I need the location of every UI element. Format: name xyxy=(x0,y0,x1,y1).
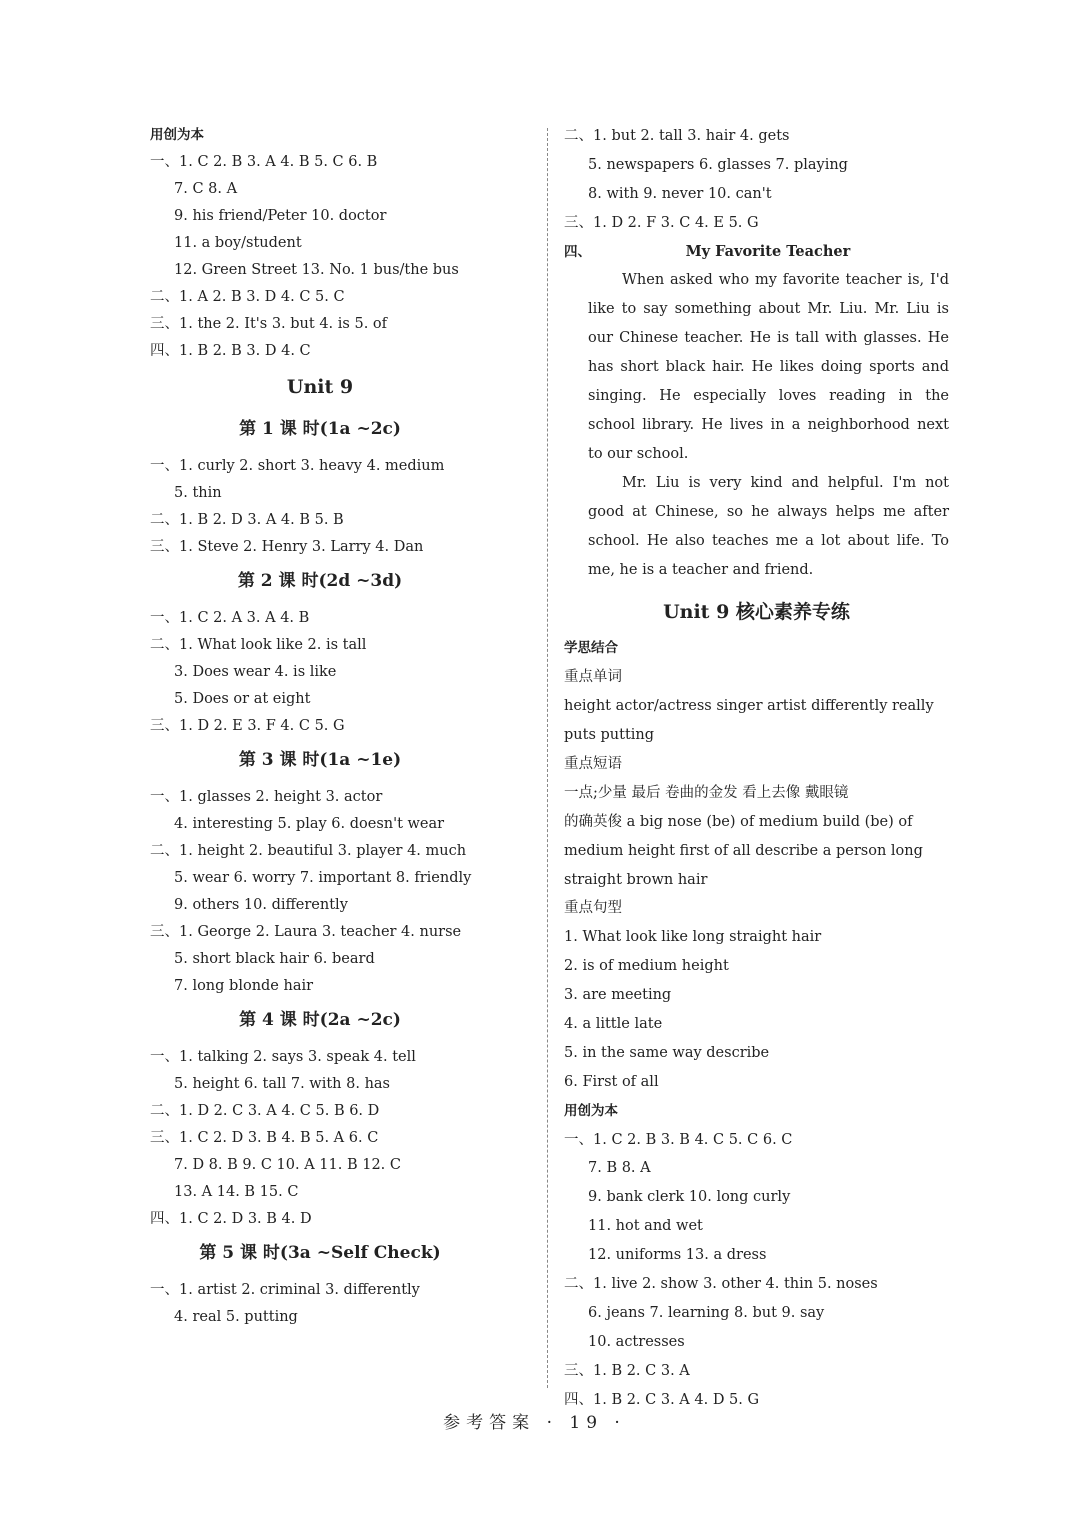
answer-line: 二、1. but 2. tall 3. hair 4. gets xyxy=(564,128,790,144)
phrase-line: 的确英俊 a big nose (be) of medium build (be) of xyxy=(564,813,913,830)
answer-line: 一、1. C 2. B 3. B 4. C 5. C 6. C xyxy=(564,1131,793,1148)
lesson-title: 第 5 课 时(3a ~Self Check) xyxy=(199,1243,441,1263)
answer-line: 5. wear 6. worry 7. important 8. friendly xyxy=(174,870,472,886)
word-list: height actor/actress singer artist differently really xyxy=(564,698,934,715)
answer-line: 7. C 8. A xyxy=(174,181,238,197)
answer-line: 一、1. C 2. A 3. A 4. B xyxy=(150,610,310,626)
answer-line: 3. Does wear 4. is like xyxy=(174,664,337,680)
unit-title: Unit 9 xyxy=(286,376,354,398)
lesson-title: 第 2 课 时(2d ~3d) xyxy=(237,571,403,591)
lesson-title: 第 4 课 时(2a ~2c) xyxy=(239,1010,401,1030)
lesson-title: 第 1 课 时(1a ~2c) xyxy=(239,419,401,439)
answer-line: 5. short black hair 6. beard xyxy=(174,951,375,967)
answer-line: 三、1. C 2. D 3. B 4. B 5. A 6. C xyxy=(150,1130,379,1146)
left-column xyxy=(150,122,490,1331)
essay-title: My Favorite Teacher xyxy=(685,242,851,260)
answer-line: 9. bank clerk 10. long curly xyxy=(588,1189,791,1206)
answer-line: 11. hot and wet xyxy=(588,1218,703,1235)
answer-line: 6. jeans 7. learning 8. but 9. say xyxy=(588,1304,825,1321)
essay-heading xyxy=(564,238,949,267)
answer-line: 三、1. B 2. C 3. A xyxy=(564,1362,690,1379)
section-heading: 学思结合 xyxy=(564,640,618,657)
answer-line: 一、1. talking 2. says 3. speak 4. tell xyxy=(150,1049,416,1065)
word-list: puts putting xyxy=(564,727,655,744)
answer-line: 二、1. What look like 2. is tall xyxy=(150,637,367,653)
answer-line: 5. thin xyxy=(174,485,222,501)
essay-paragraph: Mr. Liu is very kind and helpful. I'm not good at Chinese, so he always helps me after school. He also teaches me a lot about life. To me, he is a teacher and friend. xyxy=(588,474,949,578)
answer-line: 7. long blonde hair xyxy=(174,978,314,994)
sub-heading: 重点句型 xyxy=(564,900,622,917)
answer-line: 三、1. D 2. F 3. C 4. E 5. G xyxy=(564,214,759,231)
answer-line: 三、1. D 2. E 3. F 4. C 5. G xyxy=(150,718,345,734)
phrase-line: medium height first of all describe a person long xyxy=(564,842,923,859)
answer-line: 二、1. B 2. D 3. A 4. B 5. B xyxy=(150,512,344,528)
answer-line: 8. with 9. never 10. can't xyxy=(588,185,772,202)
phrase-line: straight brown hair xyxy=(564,871,708,888)
sub-heading: 重点单词 xyxy=(564,669,622,686)
sentence-line: 6. First of all xyxy=(564,1073,659,1090)
lesson-title: 第 3 课 时(1a ~1e) xyxy=(238,750,402,770)
answer-line: 4. real 5. putting xyxy=(174,1309,298,1325)
sentence-line: 4. a little late xyxy=(564,1016,663,1032)
answer-line: 4. interesting 5. play 6. doesn't wear xyxy=(174,816,445,832)
answer-line: 5. height 6. tall 7. with 8. has xyxy=(174,1076,390,1092)
answer-line: 二、1. height 2. beautiful 3. player 4. much xyxy=(150,843,467,859)
essay-tag: 四、 xyxy=(564,243,591,260)
answer-line: 三、1. the 2. It's 3. but 4. is 5. of xyxy=(150,316,388,332)
answer-line: 12. uniforms 13. a dress xyxy=(588,1247,767,1264)
answer-line: 四、1. B 2. B 3. D 4. C xyxy=(150,343,311,359)
answer-line: 三、1. George 2. Laura 3. teacher 4. nurse xyxy=(150,924,462,940)
answer-line: 12. Green Street 13. No. 1 bus/the bus xyxy=(174,262,459,278)
answer-line: 11. a boy/student xyxy=(174,235,302,251)
answer-line: 三、1. Steve 2. Henry 3. Larry 4. Dan xyxy=(150,539,424,555)
phrase-line: 一点;少量 最后 卷曲的金发 看上去像 戴眼镜 xyxy=(564,784,849,801)
answer-line: 四、1. C 2. D 3. B 4. D xyxy=(150,1211,312,1227)
sentence-line: 3. are meeting xyxy=(564,987,672,1004)
unit-section-title: Unit 9 核心素养专练 xyxy=(663,601,850,624)
answer-line: 5. newspapers 6. glasses 7. playing xyxy=(588,156,848,173)
answer-line: 一、1. C 2. B 3. A 4. B 5. C 6. B xyxy=(150,154,378,170)
essay-paragraph: When asked who my favorite teacher is, I'd like to say something about Mr. Liu. Mr. Liu is our Chinese teacher. He is tall with glasses. He has short black hair. He likes doing sports and singing. He especially loves reading in the school library. He lives in a neighborhood next to our school. xyxy=(588,272,949,462)
answer-line: 10. actresses xyxy=(588,1333,685,1350)
answer-line: 9. his friend/Peter 10. doctor xyxy=(174,208,387,224)
answer-line: 一、1. curly 2. short 3. heavy 4. medium xyxy=(150,458,445,474)
right-column xyxy=(564,122,949,1414)
sub-heading: 重点短语 xyxy=(564,755,622,772)
answer-line: 5. Does or at eight xyxy=(174,691,311,707)
sentence-line: 2. is of medium height xyxy=(564,958,729,975)
answer-line: 一、1. artist 2. criminal 3. differently xyxy=(150,1282,420,1298)
section-heading: 用创为本 xyxy=(564,1102,618,1119)
answer-line: 9. others 10. differently xyxy=(174,897,348,913)
answer-line: 二、1. D 2. C 3. A 4. C 5. B 6. D xyxy=(150,1103,380,1119)
answer-line: 7. B 8. A xyxy=(588,1160,651,1177)
sentence-line: 5. in the same way describe xyxy=(564,1044,770,1061)
column-divider xyxy=(547,128,548,1388)
answer-line: 一、1. glasses 2. height 3. actor xyxy=(150,789,383,805)
answer-line: 二、1. live 2. show 3. other 4. thin 5. noses xyxy=(564,1276,878,1293)
sentence-line: 1. What look like long straight hair xyxy=(564,929,822,946)
section-heading: 用创为本 xyxy=(150,127,204,143)
answer-line: 7. D 8. B 9. C 10. A 11. B 12. C xyxy=(174,1157,401,1173)
answer-line: 四、1. B 2. C 3. A 4. D 5. G xyxy=(564,1391,760,1408)
answer-line: 二、1. A 2. B 3. D 4. C 5. C xyxy=(150,289,345,305)
page-footer: 参考答案 · 19 · xyxy=(443,1413,626,1433)
answer-line: 13. A 14. B 15. C xyxy=(174,1184,299,1200)
